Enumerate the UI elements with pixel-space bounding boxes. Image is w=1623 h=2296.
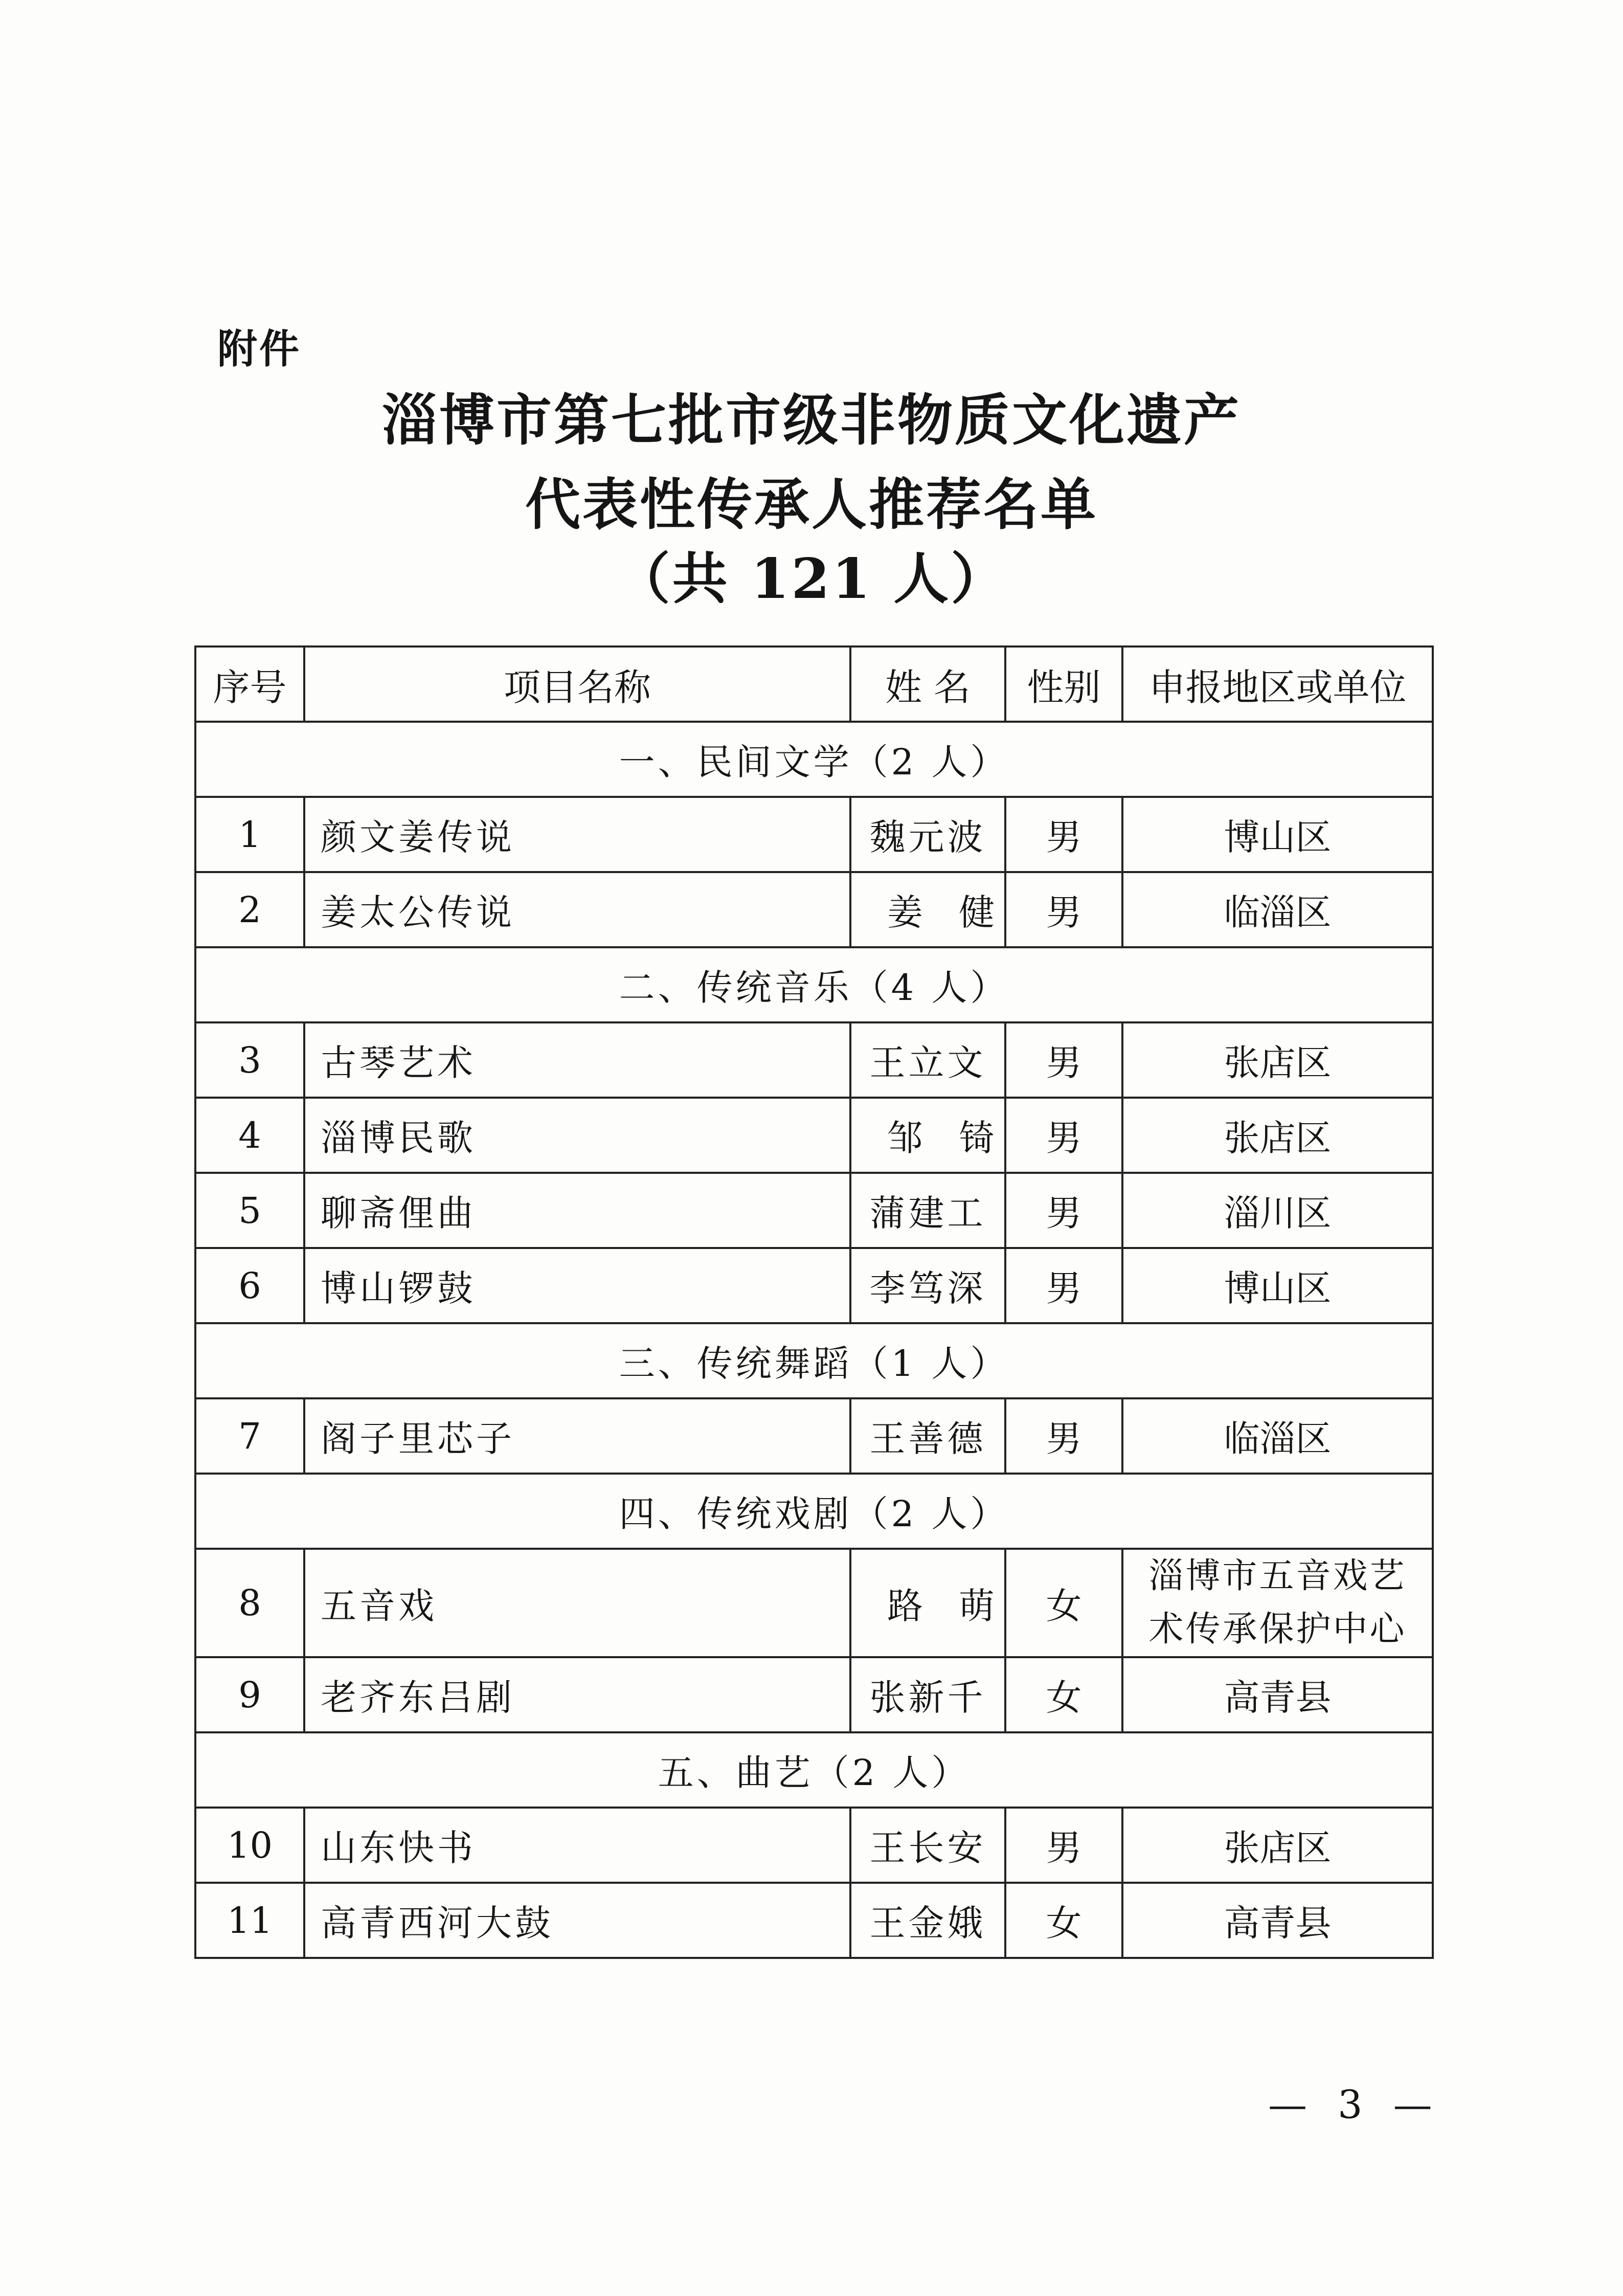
- header-project: 项目名称: [304, 647, 850, 722]
- row-name: 李笃深: [850, 1248, 1005, 1323]
- header-unit: 申报地区或单位: [1122, 647, 1433, 722]
- section-title: 五、曲艺（2 人）: [195, 1732, 1433, 1808]
- row-unit: [1122, 1549, 1433, 1657]
- attachment-label: 附件: [217, 326, 302, 372]
- row-unit: 博山区: [1122, 797, 1433, 872]
- row-name: 姜健: [850, 872, 1005, 947]
- row-index: 11: [195, 1883, 304, 1958]
- row-gender: 男: [1005, 797, 1122, 872]
- row-unit: 临淄区: [1122, 872, 1433, 947]
- row-gender: 男: [1005, 1808, 1122, 1883]
- table-row: [195, 1248, 1433, 1323]
- row-gender: 男: [1005, 1022, 1122, 1098]
- section-title: 三、传统舞蹈（1 人）: [195, 1323, 1433, 1398]
- row-unit: 高青县: [1122, 1883, 1433, 1958]
- section-title: 四、传统戏剧（2 人）: [195, 1474, 1433, 1549]
- row-name: 路萌: [850, 1549, 1005, 1657]
- row-name: 蒲建工: [850, 1173, 1005, 1248]
- row-unit: 临淄区: [1122, 1398, 1433, 1474]
- header-gender: 性别: [1005, 647, 1122, 722]
- row-unit: 张店区: [1122, 1098, 1433, 1173]
- table-row: [195, 1549, 1433, 1657]
- row-gender: 男: [1005, 872, 1122, 947]
- row-project: 姜太公传说: [304, 872, 850, 947]
- row-project: 五音戏: [304, 1549, 850, 1657]
- row-gender: 男: [1005, 1398, 1122, 1474]
- row-project: 山东快书: [304, 1808, 850, 1883]
- row-name: 张新千: [850, 1657, 1005, 1732]
- table-row: [195, 1883, 1433, 1958]
- row-index: 5: [195, 1173, 304, 1248]
- table-row: [195, 1398, 1433, 1474]
- row-unit: 高青县: [1122, 1657, 1433, 1732]
- table-row: [195, 1808, 1433, 1883]
- table-row: [195, 1657, 1433, 1732]
- header-index: 序号: [195, 647, 304, 722]
- row-project: 老齐东吕剧: [304, 1657, 850, 1732]
- row-unit-line-2: 术传承保护中心: [1148, 1609, 1407, 1649]
- row-index: 7: [195, 1398, 304, 1474]
- table-row: [195, 797, 1433, 872]
- row-unit: 博山区: [1122, 1248, 1433, 1323]
- row-name: 王长安: [850, 1808, 1005, 1883]
- row-project: 博山锣鼓: [304, 1248, 850, 1323]
- section-row: [195, 1474, 1433, 1549]
- row-index: 1: [195, 797, 304, 872]
- table-row: [195, 1173, 1433, 1248]
- row-gender: 男: [1005, 1098, 1122, 1173]
- row-gender: 男: [1005, 1248, 1122, 1323]
- document-title-count: （共 121 人）: [615, 547, 1008, 611]
- row-project: 古琴艺术: [304, 1022, 850, 1098]
- row-name: 王金娥: [850, 1883, 1005, 1958]
- row-gender: 男: [1005, 1173, 1122, 1248]
- section-row: [195, 1323, 1433, 1398]
- row-unit: 张店区: [1122, 1022, 1433, 1098]
- row-unit: 淄川区: [1122, 1173, 1433, 1248]
- row-name: 王善德: [850, 1398, 1005, 1474]
- row-index: 6: [195, 1248, 304, 1323]
- document-title-line-1: 淄博市第七批市级非物质文化遗产: [381, 388, 1241, 453]
- table-row: [195, 1098, 1433, 1173]
- page-number: — 3 —: [1268, 2082, 1441, 2127]
- row-index: 10: [195, 1808, 304, 1883]
- row-project: 阁子里芯子: [304, 1398, 850, 1474]
- section-title: 一、民间文学（2 人）: [195, 722, 1433, 797]
- row-index: 2: [195, 872, 304, 947]
- document-title-line-2: 代表性传承人推荐名单: [525, 473, 1098, 537]
- row-index: 3: [195, 1022, 304, 1098]
- inheritor-roster-table: [194, 645, 1434, 1959]
- row-project: 高青西河大鼓: [304, 1883, 850, 1958]
- row-gender: 女: [1005, 1883, 1122, 1958]
- table-row: [195, 1022, 1433, 1098]
- section-row: [195, 947, 1433, 1022]
- section-title: 二、传统音乐（4 人）: [195, 947, 1433, 1022]
- row-gender: 女: [1005, 1549, 1122, 1657]
- row-project: 颜文姜传说: [304, 797, 850, 872]
- row-project: 聊斋俚曲: [304, 1173, 850, 1248]
- row-name: 魏元波: [850, 797, 1005, 872]
- row-index: 9: [195, 1657, 304, 1732]
- row-index: 4: [195, 1098, 304, 1173]
- row-name: 邹锜: [850, 1098, 1005, 1173]
- header-name: 姓 名: [850, 647, 1005, 722]
- section-row: [195, 1732, 1433, 1808]
- row-name: 王立文: [850, 1022, 1005, 1098]
- row-project: 淄博民歌: [304, 1098, 850, 1173]
- table-header-row: [195, 647, 1433, 722]
- row-gender: 女: [1005, 1657, 1122, 1732]
- row-index: 8: [195, 1549, 304, 1657]
- table-row: [195, 872, 1433, 947]
- row-unit-line-1: 淄博市五音戏艺: [1148, 1556, 1407, 1596]
- row-unit: 张店区: [1122, 1808, 1433, 1883]
- section-row: [195, 722, 1433, 797]
